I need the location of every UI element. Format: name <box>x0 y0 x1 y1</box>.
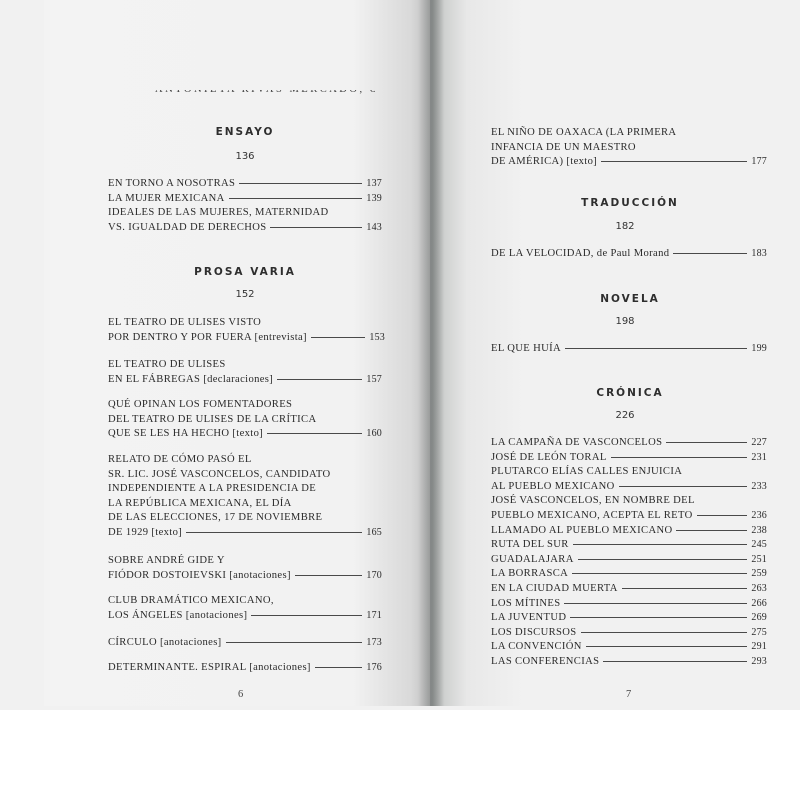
page-number: 170 <box>366 569 382 581</box>
page-number: 275 <box>751 626 767 638</box>
dot-leader <box>251 614 362 616</box>
section-page-cronica: 226 <box>615 410 635 421</box>
dot-leader <box>578 558 748 560</box>
page-number: 183 <box>751 248 767 259</box>
page-number: 176 <box>366 662 382 673</box>
toc-entry: EN TORNO A NOSOTRAS 137 <box>108 177 382 192</box>
section-page-novela: 198 <box>615 316 635 327</box>
page-number: 137 <box>366 178 382 189</box>
dot-leader <box>697 514 748 516</box>
dot-leader <box>295 574 363 576</box>
page-number: 199 <box>751 343 767 354</box>
toc-entry: EL TEATRO DE ULISES EN EL FÁBREGAS [declaraciones] 157 <box>108 358 382 387</box>
right-page-number: 7 <box>626 689 632 700</box>
page-number: 269 <box>751 612 767 624</box>
dot-leader <box>565 347 747 349</box>
section-page-prosa-varia: 152 <box>235 289 255 300</box>
dot-leader <box>315 666 363 668</box>
dot-leader <box>586 645 748 647</box>
toc-entry: RELATO DE CÓMO PASÓ EL SR. LIC. JOSÉ VASCONCELOS, CANDIDATO INDEPENDIENTE A LA PRESIDENCIA DE LA REPÚBLICA MEXICANA, EL DÍA DE LAS ELECCIONES, 17 DE NOVIEMBRE DE 1929 [texto] 165 <box>108 453 382 541</box>
dot-leader <box>226 641 363 643</box>
page-number: 251 <box>751 553 767 565</box>
dot-leader <box>581 631 748 633</box>
section-page-traduccion: 182 <box>615 221 635 232</box>
dot-leader <box>186 531 362 533</box>
dot-leader <box>622 587 748 589</box>
page-number: 231 <box>751 451 767 463</box>
page-number: 245 <box>751 539 767 551</box>
dot-leader <box>619 485 748 487</box>
page-number: 139 <box>366 193 382 204</box>
dot-leader <box>666 441 747 443</box>
dot-leader <box>270 226 362 228</box>
page-number: 236 <box>751 509 767 521</box>
dot-leader <box>673 252 747 254</box>
page-number: 263 <box>751 582 767 594</box>
page-number: 291 <box>751 641 767 653</box>
dot-leader <box>564 602 747 604</box>
toc-entry: SOBRE ANDRÉ GIDE Y FIÓDOR DOSTOIEVSKI [anotaciones] 170 <box>108 554 382 583</box>
dot-leader <box>570 616 747 618</box>
book-gutter <box>418 0 444 706</box>
page-number: 153 <box>369 331 385 343</box>
section-title-ensayo: ENSAYO <box>215 126 275 138</box>
page-number: 238 <box>751 524 767 536</box>
toc-entry: CÍRCULO [anotaciones] 173 <box>108 636 382 651</box>
page-number: 157 <box>366 373 382 385</box>
left-page-number: 6 <box>238 689 244 700</box>
toc-entry: LA CAMPAÑA DE VASCONCELOS 227 JOSÉ DE LEÓN TORAL 231 PLUTARCO ELÍAS CALLES ENJUICIA AL PUEBLO MEXICANO 233 JOSÉ VASCONCELOS, EN NOMBRE DEL PUEBLO MEXICANO, ACEPTA EL RETO 236 LLAMADO AL PUEBLO MEXICANO 238 RUTA DEL SUR 245 GUADALAJARA 251 LA BORRASCA 259 EN LA CIUDAD MUERTA 263 LOS MÍTINES 266 LA JUVENTUD 269 LOS DISCURSOS 275 LA CONVENCIÓN 291 LAS CONFERENCIAS 293 <box>491 436 767 670</box>
page-number: 177 <box>751 156 767 168</box>
toc-entry: DE LA VELOCIDAD, de Paul Morand 183 <box>491 247 767 262</box>
page-number: 266 <box>751 597 767 609</box>
page-number: 143 <box>366 221 382 233</box>
section-title-cronica: CRÓNICA <box>596 387 664 399</box>
page-number: 165 <box>366 526 382 538</box>
toc-entry: EL NIÑO DE OAXACA (LA PRIMERA INFANCIA DE UN MAESTRO DE AMÉRICA) [texto] 177 <box>491 126 767 170</box>
toc-entry: EL QUE HUÍA 199 <box>491 342 767 357</box>
dot-leader <box>311 336 365 338</box>
toc-entry: IDEALES DE LAS MUJERES, MATERNIDAD VS. IGUALDAD DE DERECHOS 143 <box>108 206 382 235</box>
page-number: 171 <box>366 609 382 621</box>
page-number: 293 <box>751 655 767 667</box>
dot-leader <box>572 572 747 574</box>
section-title-prosa-varia: PROSA VARIA <box>194 266 296 278</box>
section-title-novela: NOVELA <box>600 293 660 305</box>
toc-entry: CLUB DRAMÁTICO MEXICANO, LOS ÁNGELES [anotaciones] 171 <box>108 594 382 623</box>
page-number: 233 <box>751 480 767 492</box>
dot-leader <box>601 160 747 162</box>
toc-entry: DETERMINANTE. ESPIRAL [anotaciones] 176 <box>108 661 382 676</box>
page-number: 160 <box>366 428 382 440</box>
dot-leader <box>611 456 748 458</box>
page-number: 259 <box>751 568 767 580</box>
dot-leader <box>603 660 747 662</box>
dot-leader <box>229 197 363 199</box>
section-page-ensayo: 136 <box>235 151 255 162</box>
section-title-traduccion: TRADUCCIÓN <box>581 197 679 209</box>
toc-entry: QUÉ OPINAN LOS FOMENTADORES DEL TEATRO DE ULISES DE LA CRÍTICA QUE SE LES HA HECHO [texto] 160 <box>108 398 382 442</box>
page-number: 227 <box>751 437 767 448</box>
toc-entry: LA MUJER MEXICANA 139 <box>108 192 382 207</box>
dot-leader <box>239 182 362 184</box>
dot-leader <box>277 378 362 380</box>
dot-leader <box>267 432 362 434</box>
page-number: 173 <box>366 637 382 648</box>
dot-leader <box>676 529 747 531</box>
toc-entry: EL TEATRO DE ULISES VISTO POR DENTRO Y POR FUERA [entrevista] 153 <box>108 316 385 345</box>
dot-leader <box>573 543 748 545</box>
